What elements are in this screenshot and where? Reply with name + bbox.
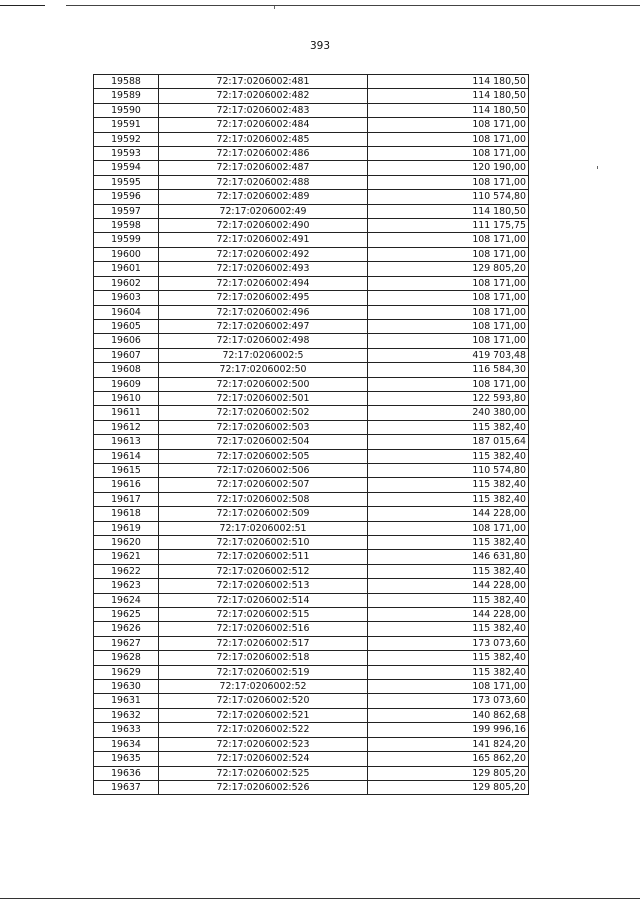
row-number-cell: 19620: [94, 536, 159, 550]
row-number-cell: 19588: [94, 75, 159, 89]
row-number-cell: 19610: [94, 391, 159, 405]
row-number-cell: 19637: [94, 780, 159, 794]
table-row: [94, 75, 529, 89]
cadastral-number-cell: 72:17:0206002:505: [159, 449, 368, 463]
value-cell: 115 382,40: [368, 420, 529, 434]
cadastral-number-cell: 72:17:0206002:502: [159, 406, 368, 420]
value-cell: 165 862,20: [368, 752, 529, 766]
value-cell: 108 171,00: [368, 233, 529, 247]
cadastral-number-cell: 72:17:0206002:526: [159, 780, 368, 794]
row-number-cell: 19591: [94, 118, 159, 132]
table-row: [94, 175, 529, 189]
cadastral-number-cell: 72:17:0206002:496: [159, 305, 368, 319]
cadastral-number-cell: 72:17:0206002:50: [159, 363, 368, 377]
row-number-cell: 19596: [94, 190, 159, 204]
cadastral-number-cell: 72:17:0206002:519: [159, 665, 368, 679]
cadastral-number-cell: 72:17:0206002:507: [159, 478, 368, 492]
cadastral-number-cell: 72:17:0206002:498: [159, 334, 368, 348]
cadastral-number-cell: 72:17:0206002:495: [159, 291, 368, 305]
table-row: [94, 665, 529, 679]
value-cell: 108 171,00: [368, 132, 529, 146]
table-row: [94, 118, 529, 132]
cadastral-number-cell: 72:17:0206002:525: [159, 766, 368, 780]
row-number-cell: 19630: [94, 680, 159, 694]
table-row: [94, 334, 529, 348]
row-number-cell: 19627: [94, 636, 159, 650]
row-number-cell: 19590: [94, 103, 159, 117]
value-cell: 114 180,50: [368, 75, 529, 89]
table-row: [94, 723, 529, 737]
row-number-cell: 19606: [94, 334, 159, 348]
row-number-cell: 19611: [94, 406, 159, 420]
table-row: [94, 305, 529, 319]
table-row: [94, 103, 529, 117]
row-number-cell: 19608: [94, 363, 159, 377]
value-cell: 110 574,80: [368, 463, 529, 477]
table-row: [94, 161, 529, 175]
cadastral-number-cell: 72:17:0206002:490: [159, 219, 368, 233]
table-row: [94, 348, 529, 362]
table-row: [94, 420, 529, 434]
cadastral-number-cell: 72:17:0206002:482: [159, 89, 368, 103]
table-row: [94, 147, 529, 161]
table-row: [94, 622, 529, 636]
row-number-cell: 19635: [94, 752, 159, 766]
table-row: [94, 291, 529, 305]
value-cell: 108 171,00: [368, 319, 529, 333]
table-row: [94, 593, 529, 607]
value-cell: 115 382,40: [368, 651, 529, 665]
row-number-cell: 19632: [94, 708, 159, 722]
row-number-cell: 19614: [94, 449, 159, 463]
value-cell: 108 171,00: [368, 147, 529, 161]
cadastral-number-cell: 72:17:0206002:494: [159, 276, 368, 290]
row-number-cell: 19617: [94, 492, 159, 506]
cadastral-number-cell: 72:17:0206002:52: [159, 680, 368, 694]
row-number-cell: 19613: [94, 435, 159, 449]
row-number-cell: 19629: [94, 665, 159, 679]
cadastral-number-cell: 72:17:0206002:518: [159, 651, 368, 665]
row-number-cell: 19612: [94, 420, 159, 434]
cadastral-number-cell: 72:17:0206002:481: [159, 75, 368, 89]
registry-table: [93, 74, 529, 795]
table-row: [94, 204, 529, 218]
value-cell: 129 805,20: [368, 780, 529, 794]
table-row: [94, 449, 529, 463]
value-cell: 144 228,00: [368, 579, 529, 593]
cadastral-number-cell: 72:17:0206002:524: [159, 752, 368, 766]
row-number-cell: 19623: [94, 579, 159, 593]
cadastral-number-cell: 72:17:0206002:520: [159, 694, 368, 708]
cadastral-number-cell: 72:17:0206002:492: [159, 247, 368, 261]
table-row: [94, 435, 529, 449]
cadastral-number-cell: 72:17:0206002:493: [159, 262, 368, 276]
value-cell: 199 996,16: [368, 723, 529, 737]
cadastral-number-cell: 72:17:0206002:504: [159, 435, 368, 449]
cadastral-number-cell: 72:17:0206002:511: [159, 550, 368, 564]
value-cell: 115 382,40: [368, 536, 529, 550]
cadastral-number-cell: 72:17:0206002:513: [159, 579, 368, 593]
value-cell: 114 180,50: [368, 204, 529, 218]
table-row: [94, 377, 529, 391]
value-cell: 114 180,50: [368, 89, 529, 103]
page-number: 393: [309, 40, 331, 52]
value-cell: 129 805,20: [368, 262, 529, 276]
cadastral-number-cell: 72:17:0206002:491: [159, 233, 368, 247]
value-cell: 116 584,30: [368, 363, 529, 377]
cadastral-number-cell: 72:17:0206002:486: [159, 147, 368, 161]
table-row: [94, 391, 529, 405]
cadastral-number-cell: 72:17:0206002:510: [159, 536, 368, 550]
value-cell: 115 382,40: [368, 492, 529, 506]
value-cell: 108 171,00: [368, 175, 529, 189]
value-cell: 108 171,00: [368, 247, 529, 261]
top-scan-rule: [0, 5, 45, 6]
row-number-cell: 19593: [94, 147, 159, 161]
table-row: [94, 579, 529, 593]
table-row: [94, 680, 529, 694]
cadastral-number-cell: 72:17:0206002:500: [159, 377, 368, 391]
cadastral-number-cell: 72:17:0206002:515: [159, 608, 368, 622]
table-row: [94, 219, 529, 233]
scan-speck: [597, 166, 598, 169]
cadastral-number-cell: 72:17:0206002:516: [159, 622, 368, 636]
row-number-cell: 19599: [94, 233, 159, 247]
value-cell: 240 380,00: [368, 406, 529, 420]
table-row: [94, 233, 529, 247]
table-row: [94, 608, 529, 622]
row-number-cell: 19603: [94, 291, 159, 305]
value-cell: 140 862,68: [368, 708, 529, 722]
value-cell: 120 190,00: [368, 161, 529, 175]
value-cell: 419 703,48: [368, 348, 529, 362]
row-number-cell: 19636: [94, 766, 159, 780]
cadastral-number-cell: 72:17:0206002:514: [159, 593, 368, 607]
row-number-cell: 19594: [94, 161, 159, 175]
table-row: [94, 536, 529, 550]
cadastral-number-cell: 72:17:0206002:503: [159, 420, 368, 434]
row-number-cell: 19595: [94, 175, 159, 189]
row-number-cell: 19602: [94, 276, 159, 290]
value-cell: 108 171,00: [368, 276, 529, 290]
row-number-cell: 19621: [94, 550, 159, 564]
cadastral-number-cell: 72:17:0206002:506: [159, 463, 368, 477]
cadastral-number-cell: 72:17:0206002:508: [159, 492, 368, 506]
row-number-cell: 19589: [94, 89, 159, 103]
cadastral-number-cell: 72:17:0206002:522: [159, 723, 368, 737]
scan-speck: [274, 6, 275, 9]
row-number-cell: 19609: [94, 377, 159, 391]
table-row: [94, 247, 529, 261]
registry-table-body: [94, 75, 529, 795]
value-cell: 108 171,00: [368, 334, 529, 348]
table-row: [94, 363, 529, 377]
row-number-cell: 19624: [94, 593, 159, 607]
table-row: [94, 708, 529, 722]
table-row: [94, 651, 529, 665]
value-cell: 144 228,00: [368, 608, 529, 622]
value-cell: 110 574,80: [368, 190, 529, 204]
cadastral-number-cell: 72:17:0206002:483: [159, 103, 368, 117]
row-number-cell: 19633: [94, 723, 159, 737]
row-number-cell: 19626: [94, 622, 159, 636]
row-number-cell: 19592: [94, 132, 159, 146]
table-row: [94, 737, 529, 751]
value-cell: 144 228,00: [368, 507, 529, 521]
bottom-scan-rule: [0, 898, 640, 899]
row-number-cell: 19634: [94, 737, 159, 751]
cadastral-number-cell: 72:17:0206002:521: [159, 708, 368, 722]
value-cell: 115 382,40: [368, 449, 529, 463]
value-cell: 173 073,60: [368, 694, 529, 708]
cadastral-number-cell: 72:17:0206002:523: [159, 737, 368, 751]
row-number-cell: 19615: [94, 463, 159, 477]
value-cell: 115 382,40: [368, 593, 529, 607]
table-row: [94, 89, 529, 103]
table-row: [94, 694, 529, 708]
value-cell: 108 171,00: [368, 680, 529, 694]
cadastral-number-cell: 72:17:0206002:485: [159, 132, 368, 146]
table-row: [94, 780, 529, 794]
row-number-cell: 19631: [94, 694, 159, 708]
row-number-cell: 19618: [94, 507, 159, 521]
table-row: [94, 406, 529, 420]
table-row: [94, 478, 529, 492]
table-row: [94, 564, 529, 578]
row-number-cell: 19598: [94, 219, 159, 233]
value-cell: 122 593,80: [368, 391, 529, 405]
row-number-cell: 19622: [94, 564, 159, 578]
row-number-cell: 19625: [94, 608, 159, 622]
table-row: [94, 752, 529, 766]
table-row: [94, 636, 529, 650]
cadastral-number-cell: 72:17:0206002:484: [159, 118, 368, 132]
row-number-cell: 19597: [94, 204, 159, 218]
cadastral-number-cell: 72:17:0206002:51: [159, 521, 368, 535]
value-cell: 141 824,20: [368, 737, 529, 751]
row-number-cell: 19607: [94, 348, 159, 362]
value-cell: 108 171,00: [368, 291, 529, 305]
table-row: [94, 492, 529, 506]
top-scan-rule: [66, 5, 640, 6]
value-cell: 115 382,40: [368, 564, 529, 578]
cadastral-number-cell: 72:17:0206002:501: [159, 391, 368, 405]
value-cell: 146 631,80: [368, 550, 529, 564]
cadastral-number-cell: 72:17:0206002:512: [159, 564, 368, 578]
value-cell: 115 382,40: [368, 622, 529, 636]
cadastral-number-cell: 72:17:0206002:489: [159, 190, 368, 204]
row-number-cell: 19604: [94, 305, 159, 319]
value-cell: 114 180,50: [368, 103, 529, 117]
cadastral-number-cell: 72:17:0206002:49: [159, 204, 368, 218]
cadastral-number-cell: 72:17:0206002:487: [159, 161, 368, 175]
row-number-cell: 19601: [94, 262, 159, 276]
value-cell: 115 382,40: [368, 665, 529, 679]
row-number-cell: 19619: [94, 521, 159, 535]
value-cell: 108 171,00: [368, 305, 529, 319]
row-number-cell: 19616: [94, 478, 159, 492]
row-number-cell: 19605: [94, 319, 159, 333]
cadastral-number-cell: 72:17:0206002:488: [159, 175, 368, 189]
cadastral-number-cell: 72:17:0206002:509: [159, 507, 368, 521]
table-row: [94, 132, 529, 146]
table-row: [94, 766, 529, 780]
row-number-cell: 19628: [94, 651, 159, 665]
cadastral-number-cell: 72:17:0206002:517: [159, 636, 368, 650]
value-cell: 108 171,00: [368, 377, 529, 391]
table-row: [94, 521, 529, 535]
value-cell: 187 015,64: [368, 435, 529, 449]
value-cell: 111 175,75: [368, 219, 529, 233]
value-cell: 173 073,60: [368, 636, 529, 650]
cadastral-number-cell: 72:17:0206002:5: [159, 348, 368, 362]
table-row: [94, 550, 529, 564]
table-row: [94, 507, 529, 521]
value-cell: 108 171,00: [368, 521, 529, 535]
table-row: [94, 276, 529, 290]
row-number-cell: 19600: [94, 247, 159, 261]
table-row: [94, 319, 529, 333]
table-row: [94, 463, 529, 477]
table-row: [94, 262, 529, 276]
value-cell: 115 382,40: [368, 478, 529, 492]
value-cell: 108 171,00: [368, 118, 529, 132]
value-cell: 129 805,20: [368, 766, 529, 780]
table-row: [94, 190, 529, 204]
cadastral-number-cell: 72:17:0206002:497: [159, 319, 368, 333]
